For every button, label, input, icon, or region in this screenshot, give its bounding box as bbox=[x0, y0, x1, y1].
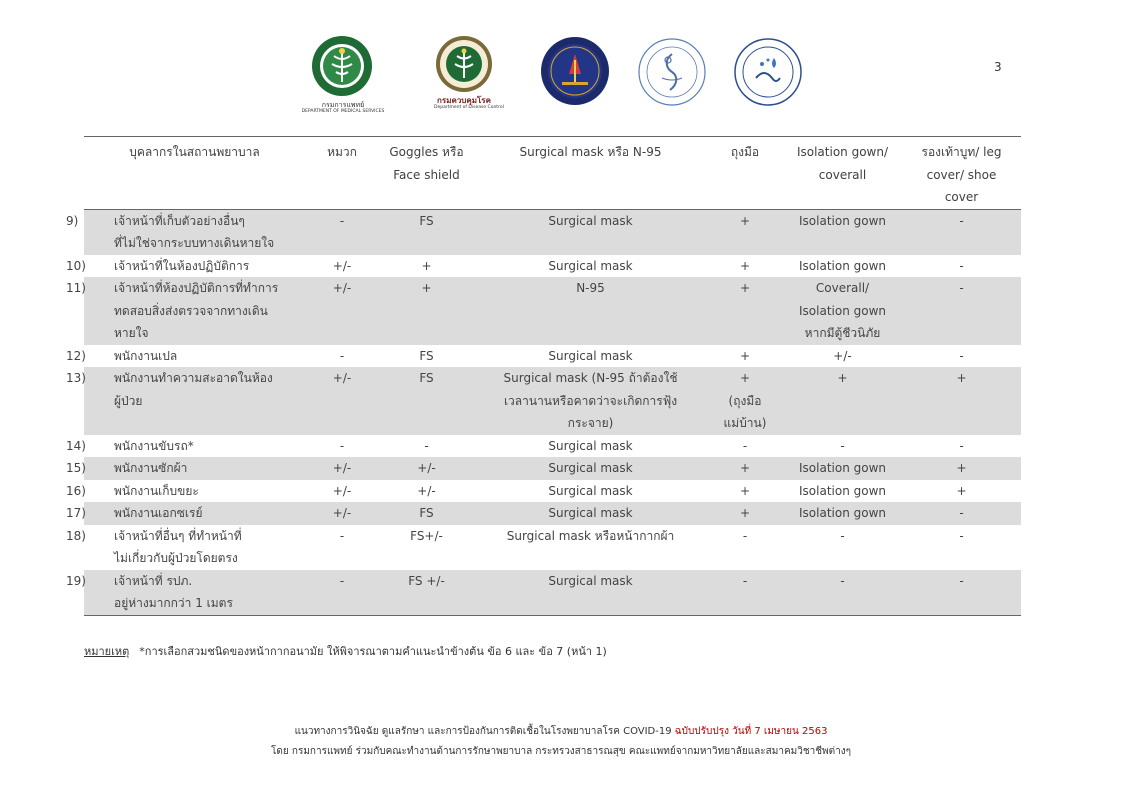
row-number: 9) bbox=[66, 213, 79, 228]
goggles-cell: FS bbox=[379, 367, 474, 435]
mask-cell: Surgical mask bbox=[474, 502, 707, 525]
table-body bbox=[66, 209, 1021, 615]
footer-line-1 bbox=[0, 724, 1122, 739]
personnel-cell bbox=[66, 345, 305, 368]
gloves-cell: - bbox=[742, 528, 748, 543]
cap-cell: +/- bbox=[332, 258, 352, 273]
footnote-text: *การเลือกสวมชนิดของหน้ากากอนามัย ให้พิจารณาตามคำแนะนำข้างต้น ข้อ 6 และ ข้อ 7 (หน้า 1) bbox=[139, 645, 607, 658]
table-row bbox=[84, 345, 1021, 368]
ministry-caption-thai: กรมการแพทย์ bbox=[321, 101, 365, 109]
row-number: 14) bbox=[66, 438, 86, 453]
mask-cell: Surgical mask หรือหน้ากากผ้า bbox=[506, 528, 675, 543]
cap-cell: +/- bbox=[305, 457, 379, 480]
personnel-role: พนักงานเอกซเรย์ bbox=[114, 506, 203, 520]
row-number: 18) bbox=[66, 528, 86, 543]
table-row bbox=[84, 502, 1021, 525]
goggles-cell: + bbox=[421, 258, 432, 273]
gloves-cell: + bbox=[707, 502, 783, 525]
personnel-text bbox=[66, 255, 303, 278]
row-number: 16) bbox=[66, 483, 86, 498]
shoes-cell: - bbox=[959, 258, 964, 273]
gloves-cell: + bbox=[739, 348, 751, 363]
row-number: 11) bbox=[66, 281, 86, 295]
gloves-cell: + (ถุงมือ แม่บ้าน) bbox=[707, 367, 783, 435]
gloves-cell: - bbox=[707, 570, 783, 616]
personnel-text bbox=[66, 435, 303, 458]
goggles-cell: +/- bbox=[417, 483, 436, 498]
page-number: 3 bbox=[994, 60, 1002, 74]
row-number: 13) bbox=[66, 371, 86, 385]
table-row bbox=[84, 457, 1021, 480]
header-personnel: บุคลากรในสถานพยาบาล bbox=[129, 145, 260, 159]
shoes-cell: + bbox=[902, 457, 1021, 480]
gloves-cell: + bbox=[707, 457, 783, 480]
hygiene-association-logo bbox=[734, 38, 802, 110]
navy-seal-icon bbox=[540, 36, 610, 106]
personnel-role: พนักงานซักผ้า bbox=[114, 461, 188, 475]
cap-cell: +/- bbox=[305, 502, 379, 525]
cap-cell: - bbox=[305, 209, 379, 255]
mask-cell: Surgical mask bbox=[548, 258, 633, 273]
table-header-row bbox=[84, 137, 1021, 210]
ministry-seal-icon bbox=[310, 34, 374, 98]
gloves-cell: - bbox=[742, 438, 748, 453]
gloves-cell: + bbox=[739, 258, 751, 273]
hygiene-seal-icon bbox=[734, 38, 802, 106]
personnel-cell bbox=[66, 209, 305, 255]
row-number: 15) bbox=[66, 461, 86, 475]
footnote bbox=[84, 642, 607, 660]
personnel-role: เจ้าหน้าที่ รปภ. อยู่ห่างมากกว่า 1 เมตร bbox=[114, 573, 233, 610]
gloves-cell: + bbox=[739, 483, 751, 498]
header-goggles: Goggles หรือ Face shield bbox=[389, 145, 464, 182]
gown-cell: Coverall/ Isolation gown หากมีตู้ชีวนิภัย bbox=[783, 277, 902, 345]
gloves-cell: + bbox=[707, 209, 783, 255]
mask-cell: Surgical mask bbox=[548, 483, 633, 498]
table-row bbox=[84, 570, 1021, 616]
personnel-role: เจ้าหน้าที่อื่นๆ ที่ทำหน้าที่ ไม่เกี่ยวกับผู้ป่วยโดยตรง bbox=[114, 528, 242, 565]
footer-revision-date: ฉบับปรับปรุง วันที่ 7 เมษายน 2563 bbox=[674, 726, 828, 737]
cap-cell: +/- bbox=[305, 277, 379, 345]
cap-cell: - bbox=[339, 528, 345, 543]
gown-cell: Isolation gown bbox=[799, 483, 886, 498]
gown-cell: - bbox=[840, 438, 845, 453]
goggles-cell: +/- bbox=[379, 457, 474, 480]
personnel-cell bbox=[66, 525, 305, 570]
ppe-table bbox=[66, 136, 1021, 616]
goggles-cell: + bbox=[379, 277, 474, 345]
cap-cell: +/- bbox=[332, 483, 352, 498]
personnel-cell bbox=[66, 480, 305, 503]
cap-cell: - bbox=[339, 438, 345, 453]
personnel-text bbox=[66, 277, 303, 345]
personnel-cell bbox=[66, 277, 305, 345]
personnel-role: เจ้าหน้าที่ห้องปฏิบัติการที่ทำการ ทดสอบสิ่งส่งตรวจจากทางเดิน หายใจ bbox=[114, 281, 279, 340]
table-row bbox=[84, 209, 1021, 255]
row-number: 17) bbox=[66, 506, 86, 520]
goggles-cell: FS bbox=[379, 209, 474, 255]
cap-cell: - bbox=[339, 348, 345, 363]
personnel-cell bbox=[66, 435, 305, 458]
infection-control-seal-icon bbox=[638, 38, 706, 106]
header-mask: Surgical mask หรือ N-95 bbox=[519, 145, 662, 159]
shoes-cell: - bbox=[959, 438, 964, 453]
personnel-cell bbox=[66, 367, 305, 435]
header-gloves: ถุงมือ bbox=[730, 145, 760, 159]
mask-cell: Surgical mask bbox=[474, 570, 707, 616]
cap-cell: +/- bbox=[305, 367, 379, 435]
personnel-role: เจ้าหน้าที่ในห้องปฏิบัติการ bbox=[114, 258, 250, 273]
personnel-text bbox=[66, 480, 303, 503]
personnel-text bbox=[66, 210, 303, 255]
personnel-text bbox=[66, 570, 303, 615]
gown-cell: - bbox=[840, 528, 845, 543]
personnel-role: พนักงานเก็บขยะ bbox=[114, 483, 199, 498]
personnel-text bbox=[66, 367, 303, 412]
footer-line-2: โดย กรมการแพทย์ ร่วมกับคณะทำงานด้านการรักษาพยาบาล กระทรวงสาธารณสุข คณะแพทย์จากมหาวิทยาลัยและสมาคมวิชาชีพต่างๆ bbox=[270, 746, 852, 757]
gown-cell: Isolation gown bbox=[783, 502, 902, 525]
table-row bbox=[84, 367, 1021, 435]
shoes-cell: - bbox=[959, 348, 964, 363]
table-row bbox=[84, 525, 1021, 570]
footer-guideline-title: แนวทางการวินิจฉัย ดูแลรักษา และการป้องกันการติดเชื้อในโรงพยาบาลโรค COVID-19 bbox=[294, 726, 675, 737]
gown-cell: Isolation gown bbox=[783, 457, 902, 480]
table-row bbox=[84, 480, 1021, 503]
personnel-role: เจ้าหน้าที่เก็บตัวอย่างอื่นๆ ที่ไม่ใช่จากระบบทางเดินหายใจ bbox=[114, 213, 275, 250]
personnel-text bbox=[66, 502, 303, 525]
shoes-cell: - bbox=[902, 277, 1021, 345]
ministry-caption-en: DEPARTMENT OF MEDICAL SERVICES bbox=[301, 109, 385, 114]
disease-control-caption-thai: กรมควบคุมโรค bbox=[437, 96, 491, 105]
personnel-cell bbox=[66, 502, 305, 525]
infection-control-logo bbox=[638, 38, 706, 110]
gown-cell: - bbox=[783, 570, 902, 616]
gloves-cell: + bbox=[707, 277, 783, 345]
shoes-cell: - bbox=[959, 528, 964, 543]
disease-control-logo bbox=[432, 34, 504, 110]
row-number: 19) bbox=[66, 573, 86, 588]
header-gown: Isolation gown/ coverall bbox=[796, 145, 889, 182]
table-row bbox=[84, 277, 1021, 345]
ministry-of-public-health-logo bbox=[301, 34, 385, 114]
table-row bbox=[84, 255, 1021, 278]
personnel-role: พนักงานทำความสะอาดในห้อง ผู้ป่วย bbox=[114, 371, 273, 408]
cap-cell: - bbox=[305, 570, 379, 616]
gown-cell: Isolation gown bbox=[799, 258, 886, 273]
personnel-text bbox=[66, 457, 303, 480]
disease-control-seal-icon bbox=[432, 34, 496, 94]
mask-cell: Surgical mask bbox=[474, 457, 707, 480]
personnel-role: พนักงานขับรถ* bbox=[114, 438, 194, 453]
shoes-cell: - bbox=[902, 209, 1021, 255]
mask-cell: Surgical mask bbox=[548, 348, 633, 363]
goggles-cell: FS bbox=[379, 502, 474, 525]
shoes-cell: + bbox=[956, 483, 967, 498]
row-number: 10) bbox=[66, 258, 86, 273]
header-shoe-cover: รองเท้าบูท/ leg cover/ shoe cover bbox=[921, 145, 1002, 204]
goggles-cell: FS+/- bbox=[410, 528, 443, 543]
goggles-cell: - bbox=[424, 438, 429, 453]
mask-cell: Surgical mask bbox=[548, 438, 633, 453]
personnel-text bbox=[66, 525, 303, 570]
goggles-cell: FS +/- bbox=[379, 570, 474, 616]
mask-cell: Surgical mask bbox=[474, 209, 707, 255]
table-row bbox=[84, 435, 1021, 458]
mask-cell: N-95 bbox=[474, 277, 707, 345]
association-logo-navy bbox=[540, 36, 610, 110]
personnel-cell bbox=[66, 570, 305, 616]
logo-strip bbox=[300, 34, 810, 118]
goggles-cell: FS bbox=[419, 348, 434, 363]
shoes-cell: + bbox=[902, 367, 1021, 435]
personnel-text bbox=[66, 345, 303, 368]
row-number: 12) bbox=[66, 348, 86, 363]
shoes-cell: - bbox=[902, 502, 1021, 525]
gown-cell: Isolation gown bbox=[783, 209, 902, 255]
header-cap: หมวก bbox=[327, 145, 357, 159]
personnel-cell bbox=[66, 255, 305, 278]
disease-control-caption-en: Department of Disease Control bbox=[434, 105, 504, 110]
personnel-cell bbox=[66, 457, 305, 480]
gown-cell: + bbox=[783, 367, 902, 435]
mask-cell: Surgical mask (N-95 ถ้าต้องใช้ เวลานานหรือคาดว่าจะเกิดการฟุ้ง กระจาย) bbox=[474, 367, 707, 435]
personnel-role: พนักงานเปล bbox=[114, 348, 178, 363]
shoes-cell: - bbox=[902, 570, 1021, 616]
gown-cell: +/- bbox=[833, 348, 852, 363]
footnote-label: หมายเหตุ bbox=[84, 645, 130, 658]
